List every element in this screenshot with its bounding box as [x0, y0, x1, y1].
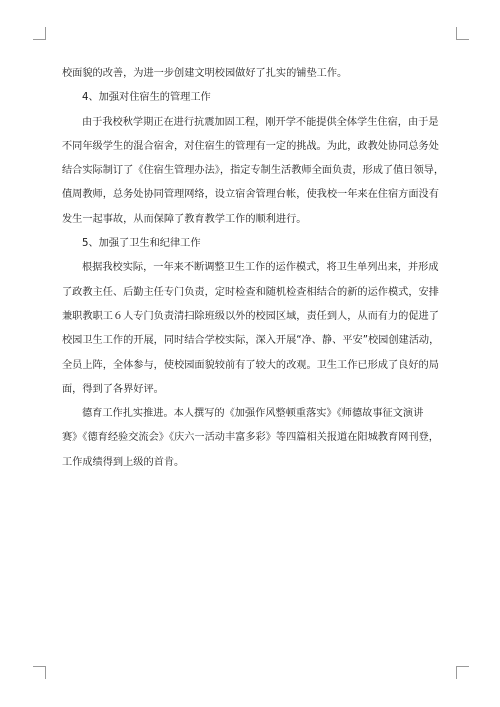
text-line: 工作成绩得到上级的首肯。: [62, 456, 185, 468]
paragraph-continuation: [62, 62, 452, 86]
crop-mark-top-left: [33, 27, 46, 40]
text-line: 值周教师，总务处协同管理网络，设立宿舍管理台帐，使我校一年来在住宿方面没有: [62, 189, 439, 201]
text-line: 由于我校秋学期正在进行抗震加固工程，刚开学不能提供全体学生住宿，由于是: [82, 116, 439, 128]
heading-text: 4、加强对住宿生的管理工作: [82, 92, 211, 104]
paragraph-hygiene: [62, 256, 452, 402]
text-line: 不同年级学生的混合宿舍，对住宿生的管理有一定的挑战。为此，政教处协同总务处: [62, 140, 439, 152]
paragraph-dormitory: [62, 111, 452, 232]
text-line: 发生一起事故，从而保障了教育教学工作的顺利进行。: [62, 213, 307, 225]
crop-mark-top-right: [456, 27, 469, 40]
text-line: 结合实际制订了《住宿生管理办法》，指定专制生活教师全面负责，形成了值日领导，: [62, 165, 445, 177]
section-heading-4: [62, 86, 452, 110]
crop-mark-bottom-right: [456, 666, 469, 679]
text-line: 德育工作扎实推进。本人撰写的《加强作风整顿重落实》《师德故事征文演讲: [82, 408, 424, 420]
text-line: 赛》《德育经验交流会》《庆六一活动丰富多彩》等四篇相关报道在阳城教育网刊登，: [62, 432, 439, 444]
heading-text: 5、加强了卫生和纪律工作: [82, 238, 201, 250]
text-line: 面，得到了各界好评。: [62, 383, 164, 395]
text-line: 兼职教职工６人专门负责清扫除班级以外的校园区域，责任到人，从而有力的促进了: [62, 310, 439, 322]
paragraph-moral-education: [62, 402, 452, 475]
crop-mark-bottom-left: [33, 666, 46, 679]
text-line: 校园卫生工作的开展，同时结合学校实际，深入开展“净、静、平安”校园创建活动，: [62, 335, 440, 347]
text-line: 根据我校实际，一年来不断调整卫生工作的运作模式，将卫生单列出来，并形成: [82, 262, 439, 274]
document-body: [62, 62, 452, 475]
text-line: 校面貌的改善，为进一步创建文明校园做好了扎实的铺垫工作。: [62, 68, 348, 79]
text-line: 了政教主任、后勤主任专门负责，定时检查和随机检查相结合的新的运作模式，安排: [62, 286, 439, 298]
section-heading-5: [62, 232, 452, 256]
text-line: 全员上阵，全体参与，使校园面貌较前有了较大的改观。卫生工作已形成了良好的局: [62, 359, 439, 371]
